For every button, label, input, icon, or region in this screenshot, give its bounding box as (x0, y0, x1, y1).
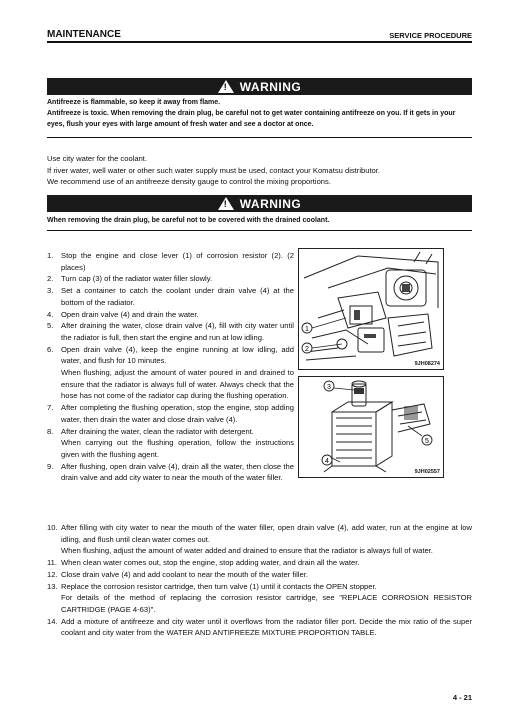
warning-banner-2 (47, 195, 472, 212)
warning-text-1 (47, 97, 472, 130)
warning-text-2: When removing the drain plug, be careful not to be covered with the drained coolant. (47, 217, 330, 224)
step-item: 4. Open drain valve (4) and drain the water. (47, 309, 199, 319)
step-item: 14. Add a mixture of antifreeze and city water until it overflows from the radiator filler port. Decide the mix ratio of the super coolant and city water from the WATER AND ANTIFREEZE MIXTURE PROPORTION TABLE. (47, 616, 472, 638)
step-item: 12. Close drain valve (4) and add coolant to near the mouth of the water filler. (47, 569, 308, 579)
page-number: 4 - 21 (452, 693, 472, 702)
step-note: When flushing, adjust the amount of water added and drained to ensure that the radiator is always full of water. (61, 546, 433, 556)
step-item: 1. Stop the engine and close lever (1) of corrosion resistor (2). (2 places) (47, 251, 294, 272)
warning-banner-1 (47, 78, 472, 95)
warning-rule (47, 230, 472, 231)
intro-line: Use city water for the coolant. (47, 154, 148, 163)
warning-triangle-icon: ! (218, 197, 234, 210)
warning-label: WARNING (239, 196, 302, 211)
step-note: When flushing, adjust the amount of water poured in and drained to ensure that the radiator is always full of water. Always check that the hose has not come of the radiator cap during the flushing operation. (61, 368, 294, 401)
step-item: 11. When clean water comes out, stop the engine, stop adding water, and drain all the water. (47, 558, 360, 568)
callout-5: 5 (425, 438, 429, 445)
intro-line: We recommend use of an antifreeze density gauge to control the mixing proportions. (47, 177, 331, 186)
warning-rule (47, 137, 472, 138)
step-item: 7. After completing the flushing operation, stop the engine, stop adding water, then drain the water and close drain valve (4). (47, 403, 294, 424)
engine-illustration (298, 248, 444, 370)
step-item: 9. After flushing, open drain valve (4), drain all the water, then close the drain valve and add city water to near the mouth of the water filler. (47, 461, 294, 483)
radiator-illustration (298, 376, 444, 478)
callout-4: 4 (325, 458, 329, 465)
figure-code: 9JH02557 (414, 469, 440, 475)
step-note: For details of the method of replacing the corrosion resistor cartridge, see "REPLACE CORROSION RESISTOR CARTRIDGE (PAGE 4-63)". (61, 593, 472, 614)
intro-line: If river water, well water or other such water supply must be used, contact your Komatsu distributor. (47, 165, 381, 175)
step-item: 2. Turn cap (3) of the radiator water filler slowly. (47, 274, 213, 284)
intro-text (47, 153, 472, 188)
procedure-steps-continued (47, 522, 472, 639)
warning-line: Antifreeze is flammable, so keep it away from flame. (47, 99, 221, 106)
doc-type: SERVICE PROCEDURE (389, 31, 472, 40)
figure-radiator (298, 376, 444, 478)
warning-label: WARNING (239, 79, 302, 94)
header-rule (47, 41, 472, 43)
procedure-steps (47, 250, 294, 484)
step-item: 8. After draining the water, clean the radiator with detergent. (47, 426, 254, 436)
step-note: When carrying out the flushing operation, follow the instructions given with the flushing agent. (61, 438, 294, 459)
step-item: 10. After filling with city water to near the mouth of the water filler, open drain valve (4), add water, run at the engine at low idling, and flush until clean water comes out. (47, 523, 472, 544)
figure-code: 9JH08274 (414, 361, 440, 367)
step-item: 6. Open drain valve (4), keep the engine running at low idling, add water, and flush for 10 minutes. (47, 344, 294, 366)
step-item: 13. Replace the corrosion resistor cartridge, then turn valve (1) until it contacts the OPEN stopper. (47, 581, 377, 591)
warning-line: Antifreeze is toxic. When removing the drain plug, be careful not to get water containing antifreeze on you. If it gets in your eyes, flush your eyes with large amount of fresh water and see a doctor at once. (47, 110, 456, 128)
section-title: MAINTENANCE (47, 29, 121, 40)
step-item: 5. After draining the water, close drain valve (4), fill with city water until the radiator is full, then start the engine and run at low idling. (47, 321, 294, 342)
callout-3: 3 (327, 384, 331, 391)
warning-triangle-icon: ! (218, 80, 234, 93)
step-item: 3. Set a container to catch the coolant under drain valve (4) at the bottom of the radiator. (47, 286, 294, 307)
figure-corrosion-resistor (298, 248, 444, 370)
callout-2: 2 (305, 346, 309, 353)
callout-1: 1 (305, 326, 309, 333)
